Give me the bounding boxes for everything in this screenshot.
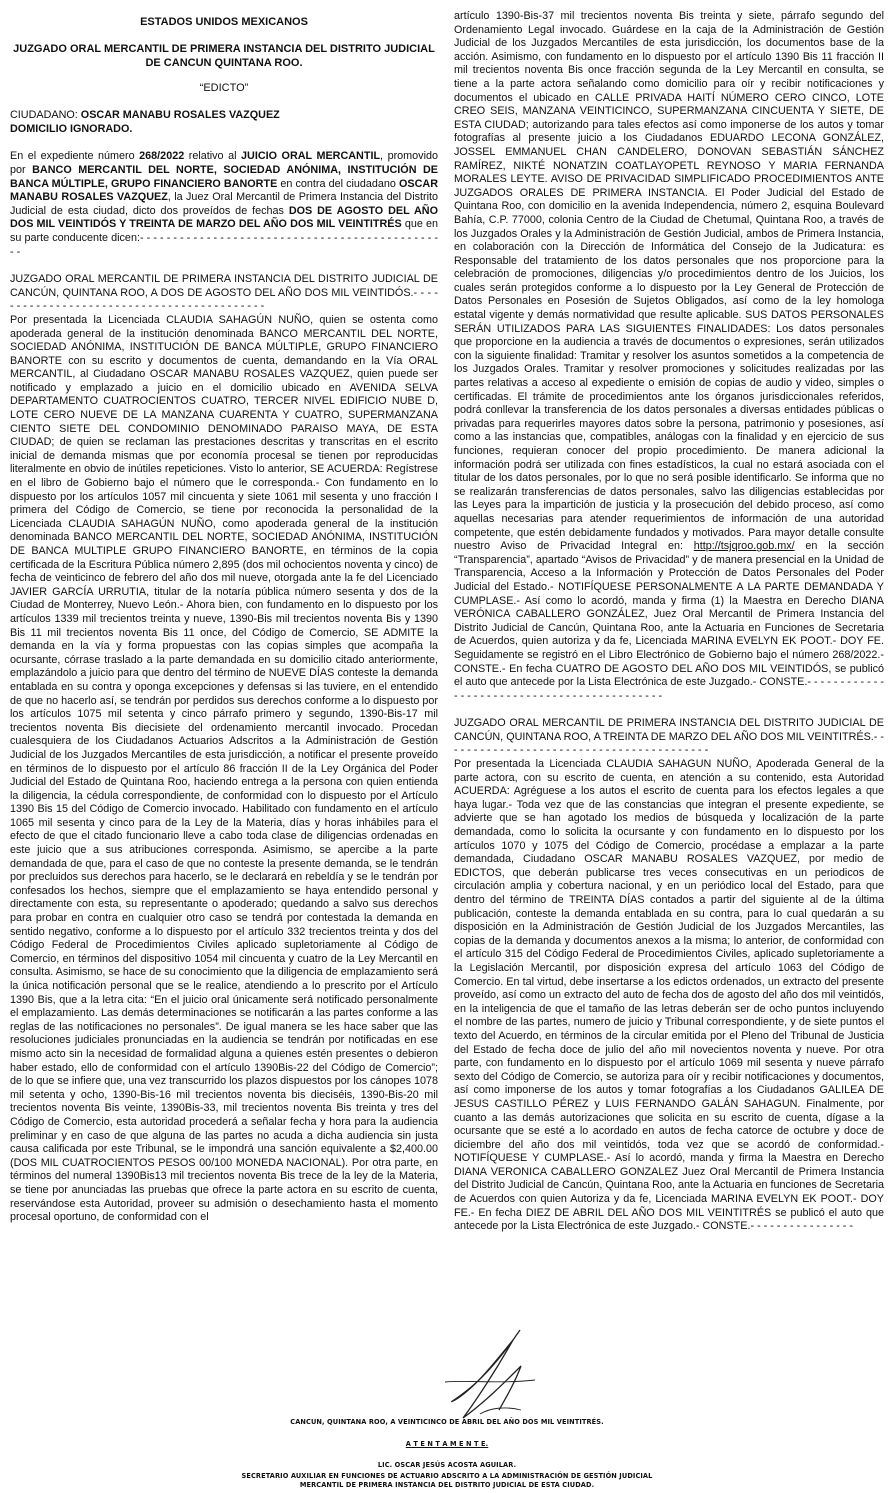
footer-role-line1: SECRETARIO AUXILIAR EN FUNCIONES DE ACTUARIO ADSCRITO A LA ADMINISTRACIÓN DE GESTIÓN JUDICIAL [241,1472,653,1480]
intro-text: En el expediente número [10,150,140,163]
footer-role-line2: MERCANTIL DE PRIMERA INSTANCIA DEL DISTRITO JUDICIAL DE ESTA CIUDAD. [299,1481,595,1489]
left-column [10,16,438,1225]
intro-paragraph [10,150,438,259]
privacy-link[interactable]: http://tsjqroo.gob.mx/ [693,540,795,553]
trial-type: JUICIO ORAL MERCANTIL [241,150,381,163]
footer-atentamente: A T E N T A M E N T E. [405,1440,489,1448]
signature-image [425,1322,585,1432]
addressee-name: OSCAR MANABU ROSALES VAZQUEZ [80,109,280,122]
proveido1-body-left: Por presentada la Licenciada CLAUDIA SAHAGÚN NUÑO, quien se ostenta como apoderada general de la institución denominada BANCO MERCANTIL DEL NORTE, SOCIEDAD ANÓNIMA, INSTITUCIÓN DE BANCA MÚLTIPLE, GRUPO FINANCIERO BANORTE con su escrito y documentos de cuenta, demandando en la Vía ORAL MERCANTIL, al Ciudadano OSCAR MANABU ROSALES VAZQUEZ, quien puede ser notificado y emplazado a juicio en el domicilio ubicado en AVENIDA SELVA DEPARTAMENTO CUATROCIENTOS CUATRO, TERCER NIVEL EDIFICIO NUBE D, LOTE CERO NUEVE DE LA MANZANA CUARENTA Y CUATRO, SUPERMANZANA CIENTO SIETE DEL CONDOMINIO DENOMINADO PARAISO MAYA, DE ESTA CIUDAD; de quien se reclaman las prestaciones descritas y transcritas en el escrito inicial de demanda mismas que por economía procesal se tienen por reproducidas literalmente en obvio de inútiles repeticiones. Visto lo anterior, SE ACUERDA: Regístrese en el libro de Gobierno bajo el número que le corresponda.- Con fundamento en lo dispuesto por los artículos 1057 mil cincuenta y siete 1061 mil sesenta y uno fracción I primera del Código de Comercio, se tiene por reconocida la personalidad de la Licenciada CLAUDIA SAHAGÚN NUÑO, como apoderada general de la institución denominada BANCO MERCANTIL DEL NORTE, SOCIEDAD ANÓNIMA, INSTITUCIÓN DE BANCA MULTIPLE GRUPO FINANCIERO BANORTE, en términos de la copia certificada de la Escritura Pública número 2,895 (dos mil ochocientos noventa y cinco) de fecha de veinticinco de febrero del año dos mil nueve, otorgada ante la fe del Licenciado JAVIER GARCÍA URRUTIA, titular de la notaría pública número sesenta y dos de la Ciudad de Monterrey, Nuevo León.- Ahora bien, con fundamento en lo dispuesto por los artículos 1339 mil trecientos treinta y nueve, 1390-Bis mil trecientos noventa Bis y 1390 Bis 11 mil trecientos noventa Bis 11 once, del Código de Comercio, SE ADMITE la demanda en la vía y forma propuestas con las copias simples que acompaña la ocursante, córrase traslado a la parte demandada en su domicilio citado anteriormente, emplazándolo a juicio para que dentro del término de NUEVE DÍAS conteste la demanda entablada en su contra y oponga excepciones y defensas si las tuviere, en el entendido de que no hacerlo así, se tendrán por perdidos sus derechos conforme a lo dispuesto por los artículos 1075 mil setenta y cinco párrafo primero y segundo, 1390-Bis-17 mil trecientos noventa Bis diecisiete del ordenamiento mercantil invocado. Procedan cualesquiera de los Ciudadanos Actuarios Adscritos a la Administración de Gestión Judicial de los Juzgados Mercantiles de esta jurisdicción, a notificar el presente proveído en términos de lo dispuesto por el artículo 86 fracción II de la Ley Orgánica del Poder Judicial del Estado de Quintana Roo, haciendo entrega a la persona con quien entienda la diligencia, la cédula correspondiente, de conformidad con lo dispuesto por el Artículo 1390 Bis 15 del Código de Comercio invocado. Habilitado con fundamento en el artículo 1065 mil sesenta y cinco para de la Ley de la Materia, días y horas inhábiles para el efecto de que el citado funcionario lleve a cabo toda clase de diligencias ordenadas en este juicio que a sus atribuciones corresponda. Asimismo, se apercibe a la parte demandada de que, para el caso de que no conteste la presente demanda, se le tendrán por precluidos sus derechos para hacerlo, se le declarará en rebeldía y se le tendrán por confesados los hechos, siempre que el emplazamiento se haya entendido personal y directamente con esta, su representante o apoderado; quedando a salvo sus derechos para probar en contra en cualquier otro caso se tendrá por contestada la demanda en sentido negativo, conforme a lo dispuesto por el artículo 332 trecientos treinta y dos del Código Federal de Procedimientos Civiles aplicado supletoriamente al Código de Comercio, en términos del dispositivo 1054 mil cincuenta y cuatro de la Ley Mercantil en consulta. Asimismo, se hace de su conocimiento que la diligencia de emplazamiento será la única notificación personal que se le realice, atendiendo a lo prescrito por el Artículo 1390 Bis, que a la letra cita: “En el juicio oral únicamente será notificado personalmente el emplazamiento. Las demás determinaciones se notificarán a las partes conforme a las reglas de las notificaciones no personales”. De igual manera se les hace saber que las resoluciones judiciales pronunciadas en la audiencia se tendrán por notificadas en ese mismo acto sin la necesidad de formalidad alguna a quienes estén presentes o debieron haber estado, ello de conformidad con el artículo 1390Bis-22 del Código de Comercio”; de lo que se infiere que, una vez transcurrido los plazos dispuestos por los cánopes 1078 mil setenta y ocho, 1390-Bis-16 mil trecientos noventa bis dieciséis, 1390-Bis-20 mil trecientos noventa Bis veinte, 1390Bis-33, mil trecientos noventa Bis treinta y tres del Código de Comercio, esta autoridad procederá a señalar fecha y hora para la audiencia preliminar y en caso de que alguna de las partes no acuda a dicha audiencia sin justa causa calificada por este Tribunal, se le impondrá una sanción equivalente a $2,400.00 (DOS MIL CUATROCIENTOS PESOS 00/100 MONEDA NACIONAL). Por otra parte, en términos del numeral 1390Bis13 mil trecientos noventa Bis trece de la ley de la Materia, se tiene por anunciadas las pruebas que ofrece la parte actora en su escrito de cuenta, reservándose esta Autoridad, proveer su admisión o desechamiento hasta el momento procesal oportuno, de conformidad con el [10,313,438,1224]
ruling-dates: DOS DE AGOSTO DEL AÑO DOS MIL VEINTIDÓS Y TREINTA DE MARZO DEL AÑO DOS MIL VEINTITRÉS [10,204,439,231]
footer-signer: LIC. OSCAR JESÚS ACOSTA AGUILAR. [377,1461,517,1469]
proveido2-heading: JUZGADO ORAL MERCANTIL DE PRIMERA INSTANCIA DEL DISTRITO JUDICIAL DE CANCÚN, QUINTANA ROO, A TREINTA DE MARZO DEL AÑO DOS MIL VEINTITRÉS.- - - - - - - - - - - - - - - - - - - - - - - - - - - - - - - - - - - - - - - - - [454,717,884,757]
proveido1-body-right-text: artículo 1390-Bis-37 mil trecientos noventa Bis treinta y siete, párrafo segundo del Ordenamiento Legal invocado. Guárdese en la caja de la Administración de Gestión Judicial de los Juzgados Mercantiles de esta jurisdicción, los documentos base de la acción. Asimismo, con fundamento en lo dispuesto por el artículo 1390 Bis 11 fracción II mil trecientos noventa Bis once fracción segunda de la Ley Mercantil en consulta, se tiene a la parte actora señalando como domicilio para oír y recibir notificaciones y documentos el ubicado en CALLE PRIVADA HAITÍ NÚMERO CERO CINCO, LOTE CREO SEIS, MANZANA VEINTICINCO, SUPERMANZANA CINCUENTA Y SIETE, DE ESTA CIUDAD; autorizando para tales efectos así como imponerse de los autos y tomar fotografías al presente juicio a los Ciudadanos EDUARDO LECONA GONZÁLEZ, JOSSEL EMMANUEL CHAN CANDELERO, DONOVAN SEBASTIÁN SÁNCHEZ RAMÍREZ, NIKTÉ NONATZIN COATLAYOPETL REYNOSO Y MARIA FERNANDA MORALES LEYTE. AVISO DE PRIVACIDAD SIMPLIFICADO PROCEDIMIENTOS ANTE JUZGADOS ORALES DE PRIMERA INSTANCIA. El Poder Judicial del Estado de Quintana Roo, con domicilio en la avenida Independencia, número 2, esquina Boulevard Bahía, C.P. 77000, colonia Centro de la Ciudad de Chetumal, Quintana Roo, a través de los Juzgados Orales y la Administración de Gestión Judicial, ambos de Primera Instancia, en colaboración con la Dirección de Informática del Consejo de la Judicatura: es Responsable del tratamiento de los datos personales que nos proporcione para la celebración de promociones, diligencias y/o procedimientos dentro de los Juicios, los cuales serán protegidos conforme a lo dispuesto por la Ley General de Protección de Datos Personales en Posesión de Sujetos Obligados, así como de la ley homologa estatal vigente y demás normatividad que resulte aplicable. SUS DATOS PERSONALES SERÁN UTILIZADOS PARA LAS SIGUIENTES FINALIDADES: Los datos personales que proporcione en la audiencia a través de documentos o expresiones, serán utilizados con la siguiente finalidad: Tramitar y resolver los asuntos sometidos a la competencia de los Juzgados Orales. Tramitar y resolver promociones y solicitudes realizadas por las partes relativas a acceso al expediente o emisión de copias de audio y video, simples o certificadas. El trámite de procedimientos ante los órganos jurisdiccionales referidos, podrá conllevar la transferencia de los datos personales a diversas entidades públicas o privadas para requerirles mayores datos sobre la persona, patrimonio y posesiones, así como a las instancias que, compatibles, análogas con la finalidad y en ejercicio de sus funciones, requieran conocer del propio procedimiento. De manera adicional la información podrá ser utilizada con fines estadísticos, la cual no estará asociada con el titular de los datos personales, por lo que no será posible identificarlo. Se informa que no se realizarán transferencias de datos personales, salvo las diligencias establecidas por las Leyes para la impartición de justicia y la prosecución del debido proceso, así como aquellas necesarias para atender requerimientos de información de una autoridad competente, que estén debidamente fundados y motivados. Para mayor detalle consulte nuestro Aviso de Privacidad Integral en: [454,10,884,553]
plaintiff-name: BANCO MERCANTIL DEL NORTE, SOCIEDAD ANÓNIMA, INSTITUCIÓN DE BANCA MÚLTIPLE, GRUPO FINANCIERO BANORTE [10,163,439,190]
addressee-domicile: DOMICILIO IGNORADO. [10,122,133,135]
intro-text: en contra del ciudadano [277,177,399,190]
intro-text: que en su parte conducente dicen:- - - - - - - - - - - - - - - - - - - - - - - - - - - - - - - - - - - - - - - - - - - - - - - [10,218,438,258]
country-heading: ESTADOS UNIDOS MEXICANOS [140,16,308,28]
addressee-label: CIUDADANO: [10,109,81,122]
defendant-name: OSCAR MANABU ROSALES VAZQUEZ [10,177,438,204]
intro-text: , la Juez Oral Mercantil de Primera Instancia del Distrito Judicial de esta ciudad, dicto dos proveídos de fechas [10,191,438,217]
proveido1-body-right-text-2: en la sección “Transparencia”, apartado “Avisos de Privacidad” y de manera presencial en la Unidad de Transparencia, Acceso a la Información y Protección de Datos Personales del Poder Judicial del Estado.- NOTIFÍQUESE PERSONALMENTE A LA PARTE DEMANDADA Y CUMPLASE.- Así como lo acordó, manda y firma (1) la Maestra en Derecho DIANA VERÓNICA CABALLERO GONZÁLEZ, Juez Oral Mercantil de Primera Instancia del Distrito Judicial de Cancún, Quintana Roo, ante la Actuaria en Funciones de Secretaria de Acuerdos, quien autoriza y da fe, Licenciada MARINA EVELYN EK POOT.- DOY FE. Seguidamente se registró en el Libro Electrónico de Gobierno bajo el número 268/2022.- CONSTE.- En fecha CUATRO DE AGOSTO DEL AÑO DOS MIL VEINTIDÓS, se publicó el auto que antecede por la Lista Electrónica de este Juzgado.- CONSTE.- - - - - - - - - - - - - - - - - - - - - - - - - - - - - - - - - - - - - - - - - - - - [454,540,884,702]
footer-place-date: CANCUN, QUINTANA ROO, A VEINTICINCO DE ABRIL DEL AÑO DOS MIL VEINTITRÉS. [290,1418,604,1426]
proveido1-heading: JUZGADO ORAL MERCANTIL DE PRIMERA INSTANCIA DEL DISTRITO JUDICIAL DE CANCÚN, QUINTANA ROO, A DOS DE AGOSTO DEL AÑO DOS MIL VEINTIDÓS.- - - - - - - - - - - - - - - - - - - - - - - - - - - - - - - - - - - - - - - - - - - [10,273,438,313]
addressee [10,109,438,136]
case-number: 268/2022 [139,150,185,163]
right-column [454,10,884,1234]
intro-text: relativo al [184,150,242,163]
intro-text: , promovido por [10,150,438,176]
proveido1-body-right [454,10,884,703]
proveido2-body: Por presentada la Licenciada CLAUDIA SAHAGUN NUÑO, Apoderada General de la parte actora, con su escrito de cuenta, en atención a su contenido, esta Autoridad ACUERDA: Agréguese a los autos el escrito de cuenta para los efectos legales a que haya lugar.- Toda vez que de las constancias que integran el presente expediente, se advierte que se han agotado los medios de búsqueda y localización de la parte demandada, como lo solicita la ocursante y con fundamento en lo dispuesto por los artículos 1070 y 1075 del Código de Comercio, procédase a emplazar a la parte demandada, Ciudadano OSCAR MANABU ROSALES VAZQUEZ, por medio de EDICTOS, que deberán publicarse tres veces consecutivas en un periodicos de circulación amplia y cobertura nacional, y en un periódico local del Estado, para que dentro del término de TREINTA DÍAS contados a partir del siguiente al de la última publicación, conteste la demanda entablada en su contra, para lo cual quedarán a su disposición en la Administración de Gestión Judicial de los Juzgados Mercantiles, las copias de la demanda y documentos anexos a la misma; lo anterior, de conformidad con el artículo 315 del Código Federal de Procedimientos Civiles, aplicado supletoriamente a la Legislación Mercantil, por disposición expresa del artículo 1063 del Código de Comercio. En tal virtud, debe insertarse a los edictos ordenados, un extracto del presente proveído, así como un extracto del auto de fecha dos de agosto del año dos mil veintidós, en la inteligencia de que el tamaño de las letras deberán ser de ocho puntos incluyendo el nombre de las partes, numero de juicio y Tribunal correspondiente, y de siete puntos el texto del Acuerdo, en términos de la circular emitida por el Pleno del Tribunal de Justicia del Estado de fecha doce de julio del año mil novecientos noventa y nueve. Por otra parte, con fundamento en lo dispuesto por el artículo 1069 mil sesenta y nueve párrafo sexto del Código de Comercio, se autoriza para oír y recibir notificaciones y documentos, así como imponerse de los autos y tomar fotografías a los Ciudadanos GALILEA DE JESUS CASTILLO PÉREZ y LUIS FERNANDO GALÁN SAHAGUN. Finalmente, por cuanto a las demás autorizaciones que solicita en su escrito de cuenta, dígase a la ocursante que se esté a lo acordado en autos de fecha catorce de octubre y doce de diciembre del año dos mil veintidós, toda vez que se acordó de conformidad.- NOTIFÍQUESE Y CUMPLASE.- Así lo acordó, manda y firma la Maestra en Derecho DIANA VERONICA CABALLERO GONZALEZ Juez Oral Mercantil de Primera Instancia del Distrito Judicial de Cancún, Quintana Roo, ante la Actuaria en funciones de Secretaria de Acuerdos con quien Autoriza y da fe, Licenciada MARINA EVELYN EK POOT.- DOY FE.- En fecha DIEZ DE ABRIL DEL AÑO DOS MIL VEINTITRÉS se publicó el auto que antecede por la Lista Electrónica de este Juzgado.- CONSTE.- - - - - - - - - - - - - - - - [454,758,884,1233]
court-heading: JUZGADO ORAL MERCANTIL DE PRIMERA INSTANCIA DEL DISTRITO JUDICIAL DE CANCUN QUINTANA ROO. [13,42,435,69]
document-type: “EDICTO” [199,81,249,94]
